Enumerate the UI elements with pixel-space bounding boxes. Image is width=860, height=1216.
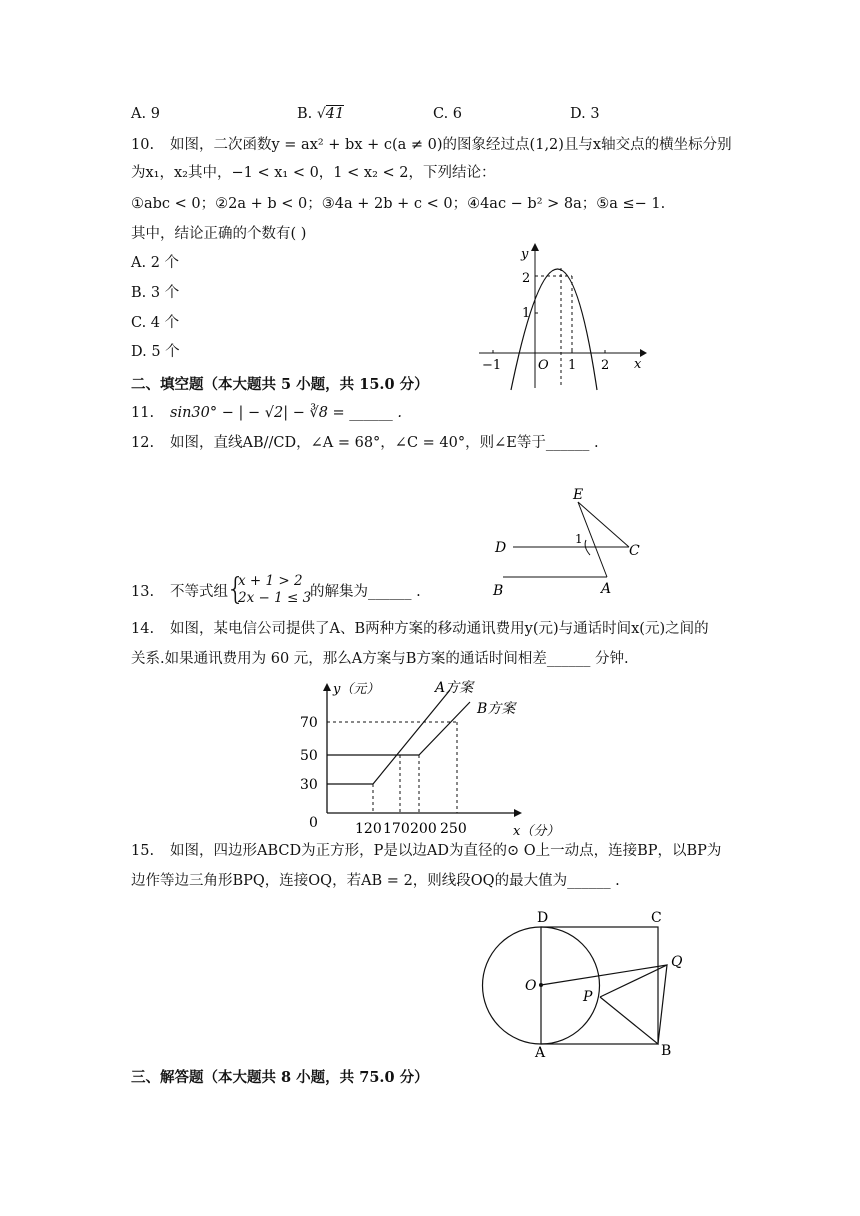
phone-fee-chart xyxy=(295,675,595,843)
y-tick-50: 50 xyxy=(300,748,318,764)
chart-y-label: y（元） xyxy=(333,682,380,697)
y-tick-0: 0 xyxy=(309,815,318,831)
q9-option-b xyxy=(297,104,344,124)
chart-y-arrow xyxy=(323,683,331,691)
origin-label: O xyxy=(538,358,549,373)
q13-suffix: 的解集为______ . xyxy=(310,584,421,600)
q9-option-b-radicand: 41 xyxy=(325,106,345,122)
tick-label-y1: 1 xyxy=(522,306,531,321)
parabola-curve xyxy=(511,269,597,390)
x-tick-200: 200 xyxy=(410,821,437,837)
center-point xyxy=(539,983,543,987)
q14-line1: 如图，某电信公司提供了A、B两种方案的移动通讯费用y(元)与通话时间x(元)之间的 xyxy=(170,621,709,637)
series-a-label: A方案 xyxy=(435,680,474,696)
plan-a-line xyxy=(327,690,450,784)
square-circle-figure xyxy=(475,905,695,1060)
q12-text: 如图，直线AB//CD，∠A = 68°，∠C = 40°，则∠E等于______ . xyxy=(170,435,599,451)
y-axis-label: y xyxy=(521,247,529,262)
q10-option-d: D. 5 个 xyxy=(131,344,180,360)
y-axis-arrow xyxy=(531,243,539,251)
q9-option-a: A. 9 xyxy=(131,106,160,122)
q10-option-b: B. 3 个 xyxy=(131,285,180,301)
parallel-lines-figure xyxy=(485,485,655,600)
y-tick-30: 30 xyxy=(300,777,318,793)
q10-option-a: A. 2 个 xyxy=(131,255,180,271)
q10-line3: ①abc < 0；②2a + b < 0；③4a + 2b + c < 0；④4ac − b² > 8a；⑤a ≤− 1. xyxy=(131,196,666,212)
series-b-label: B方案 xyxy=(477,701,516,717)
brace-icon: { xyxy=(226,572,246,607)
label-a: A xyxy=(601,581,612,597)
q13-prefix: 不等式组 xyxy=(170,584,228,600)
plan-b-line xyxy=(327,702,470,755)
q15-line1: 如图，四边形ABCD为正方形，P是以边AD为直径的⊙ O上一动点，连接BP，以BP为 xyxy=(170,843,722,859)
x-tick-250: 250 xyxy=(440,821,467,837)
q9-option-d: D. 3 xyxy=(570,106,600,122)
q10-line2: 为x₁，x₂其中，−1 < x₁ < 0，1 < x₂ < 2，下列结论： xyxy=(131,165,496,181)
q12-number: 12. xyxy=(131,435,155,451)
label-angle-1: 1 xyxy=(575,532,583,546)
segment-oq xyxy=(541,965,667,985)
label-b: B xyxy=(661,1043,672,1059)
q14-number: 14. xyxy=(131,621,155,637)
label-o: O xyxy=(525,978,537,994)
chart-x-label: x（分） xyxy=(513,824,560,839)
tick-label-x1: 1 xyxy=(568,358,577,373)
q10-line4: 其中，结论正确的个数有( ) xyxy=(131,226,307,242)
x-axis-arrow xyxy=(640,349,647,357)
label-a: A xyxy=(535,1045,546,1060)
label-p: P xyxy=(583,989,593,1005)
tick-label-x2: 2 xyxy=(601,358,610,373)
x-axis-label: x xyxy=(634,357,642,372)
label-c: C xyxy=(651,910,662,926)
q11-number: 11. xyxy=(131,405,155,421)
q15-line2: 边作等边三角形BPQ，连接OQ，若AB = 2，则线段OQ的最大值为______ . xyxy=(131,873,620,889)
q11-text: sin30° − | − √2| − ∛8 = ______ . xyxy=(170,405,403,421)
x-tick-170: 170 xyxy=(383,821,410,837)
label-d: D xyxy=(537,910,549,926)
label-e: E xyxy=(573,487,584,503)
q13-ineq1: x + 1 > 2 xyxy=(238,573,303,589)
label-d: D xyxy=(495,540,507,556)
q9-option-c: C. 6 xyxy=(433,106,463,122)
q14-line2: 关系.如果通讯费用为 60 元，那么A方案与B方案的通话时间相差______ 分钟. xyxy=(131,651,629,667)
tick-label-y2: 2 xyxy=(522,271,531,286)
chart-x-arrow xyxy=(514,809,522,817)
label-b: B xyxy=(493,583,504,599)
q9-option-b-prefix: B. xyxy=(297,106,317,122)
q13-number: 13. xyxy=(131,584,155,600)
q10-line1: 如图，二次函数y = ax² + bx + c(a ≠ 0)的图象经过点(1,2)且与x轴交点的横坐标分别 xyxy=(170,137,732,153)
q13-ineq2: 2x − 1 ≤ 3 xyxy=(238,590,312,606)
y-tick-70: 70 xyxy=(300,715,318,731)
label-q: Q xyxy=(671,954,683,970)
label-c: C xyxy=(629,543,640,559)
q10-number: 10. xyxy=(131,137,155,153)
q10-option-c: C. 4 个 xyxy=(131,315,180,331)
section2-heading: 二、填空题（本大题共 5 小题，共 15.0 分） xyxy=(131,376,429,393)
tick-label-xm1: −1 xyxy=(482,358,502,373)
section3-heading: 三、解答题（本大题共 8 小题，共 75.0 分） xyxy=(131,1069,429,1086)
q15-number: 15. xyxy=(131,843,155,859)
parabola-figure xyxy=(475,238,650,393)
triangle-bpq xyxy=(600,965,667,1044)
x-tick-120: 120 xyxy=(355,821,382,837)
sqrt-sign: √ xyxy=(316,106,326,122)
